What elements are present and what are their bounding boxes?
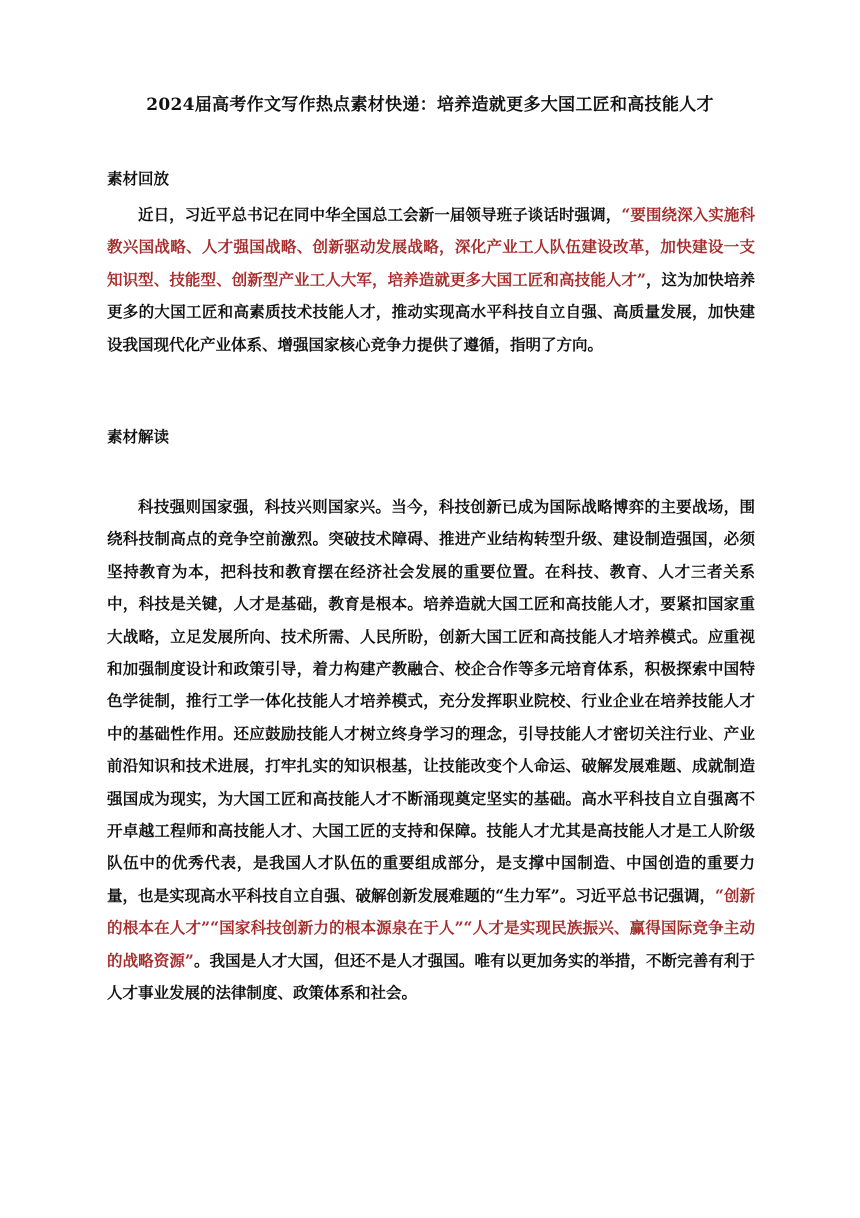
- paragraph-review-text-1: 近日，习近平总书记在同中华全国总工会新一届领导班子谈话时强调，: [138, 205, 622, 224]
- paragraph-review-quote: “要围绕深入实施科教兴国战略、人才强国战略、创新驱动发展战略，深化产业工人队伍建设改革，加快建设一支知识型、技能型、创新型产业工人大军，培养造就更多大国工匠和高技能人才”: [107, 205, 755, 289]
- paragraph-interpretation-text-2: 。我国是人才大国，但还不是人才强国。唯有以更加务实的举措，不断完善有利于人才事业发展的法律制度、政策体系和社会。: [107, 950, 755, 1003]
- section-heading-review: 素材回放: [107, 169, 170, 188]
- section-heading-interpretation: 素材解读: [107, 427, 170, 446]
- document-title: 2024届高考作文写作热点素材快递：培养造就更多大国工匠和高技能人才: [146, 95, 714, 115]
- paragraph-interpretation: [107, 491, 755, 1010]
- paragraph-review-text-2: ，这为加快培养更多的大国工匠和高素质技术技能人才，推动实现高水平科技自立自强、高质量发展，加快建设我国现代化产业体系、增强国家核心竞争力提供了遵循，指明了方向。: [107, 269, 755, 354]
- paragraph-interpretation-text-1: 科技强则国家强，科技兴则国家兴。当今，科技创新已成为国际战略博弈的主要战场，围绕科技制高点的竞争空前激烈。突破技术障碍、推进产业结构转型升级、建设制造强国，必须坚持教育为本，把科技和教育摆在经济社会发展的重要位置。在科技、教育、人才三者关系中，科技是关键，人才是基础，教育是根本。培养造就大国工匠和高技能人才，要紧扣国家重大战略，立足发展所向、技术所需、人民所盼，创新大国工匠和高技能人才培养模式。应重视和加强制度设计和政策引导，着力构建产教融合、校企合作等多元培育体系，积极探索中国特色学徒制，推行工学一体化技能人才培养模式，充分发挥职业院校、行业企业在培养技能人才中的基础性作用。还应鼓励技能人才树立终身学习的理念，引导技能人才密切关注行业、产业前沿知识和技术进展，打牢扎实的知识根基，让技能改变个人命运、破解发展难题、成就制造强国成为现实，为大国工匠和高技能人才不断涌现奠定坚实的基础。高水平科技自立自强离不开卓越工程师和高技能人才、大国工匠的支持和保障。技能人才尤其是高技能人才是工人阶级队伍中的优秀代表，是我国人才队伍的重要组成部分，是支撑中国制造、中国创造的重要力量，也是实现高水平科技自立自强、破解创新发展难题的“生力军”。习近平总书记强调，: [107, 497, 755, 905]
- paragraph-review: [107, 199, 755, 361]
- paragraph-interpretation-quote: “创新的根本在人才”“国家科技创新力的根本源泉在于人”“人才是实现民族振兴、赢得国际竞争主动的战略资源”: [107, 885, 755, 970]
